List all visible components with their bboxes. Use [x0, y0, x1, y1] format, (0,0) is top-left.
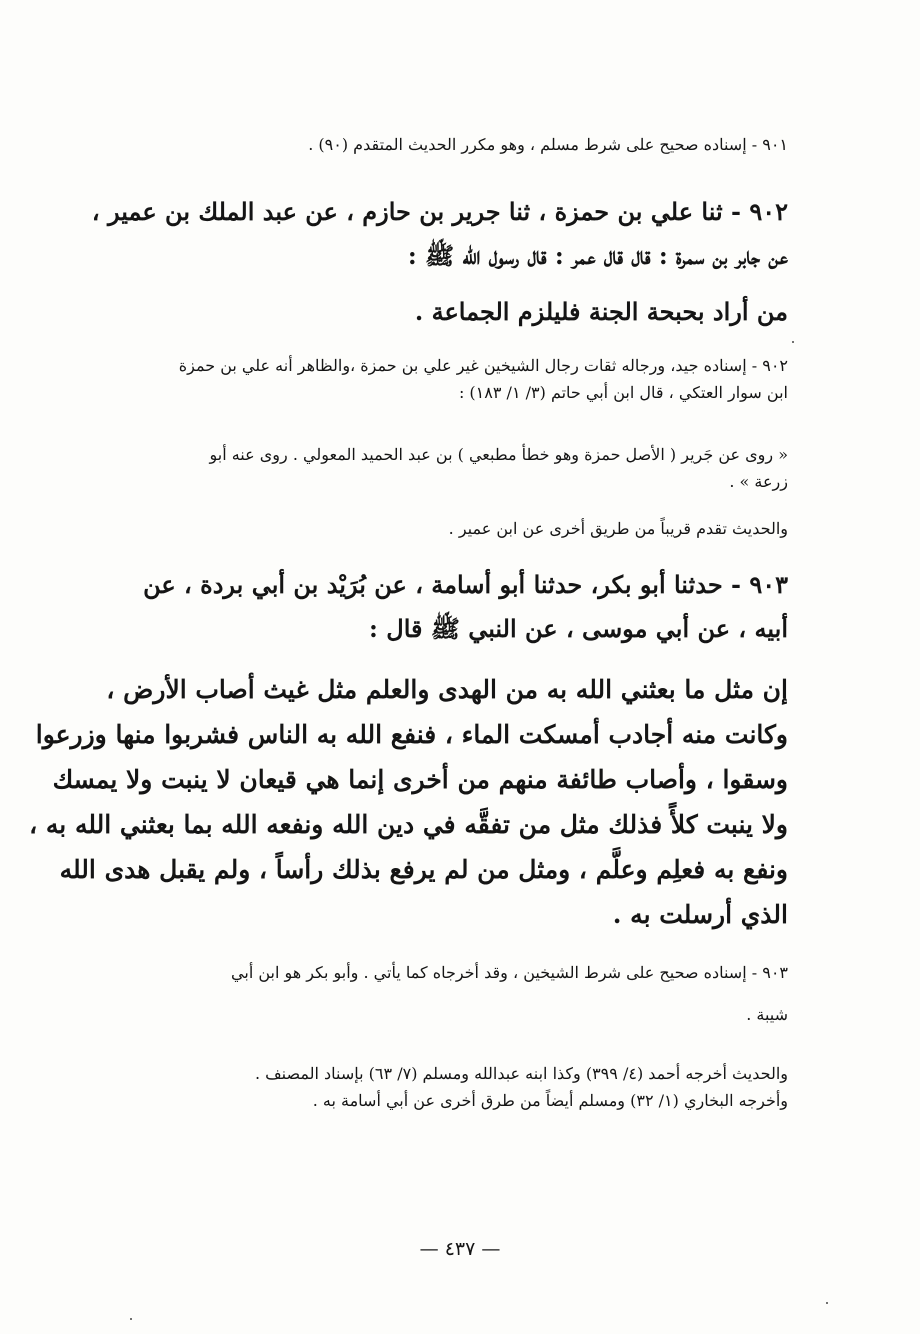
hadith-902-matn	[108, 290, 788, 334]
hadith-903-matn-line: ونفع به فعلِم وعلَّم ، ومثل من لم يرفع بذلك رأساً ، ولم يقبل هدى الله	[59, 855, 788, 884]
note-902-line: ابن سوار العتكي ، قال ابن أبي حاتم (٣/ ١/ ١٨٣) :	[458, 383, 788, 402]
note-903	[108, 952, 788, 1036]
hadith-903-matn-line: وكانت منه أجادب أمسكت الماء ، فنفع الله به الناس فشربوا منها وزرعوا	[35, 720, 788, 749]
note-901-line: ٩٠١ - إسناده صحيح على شرط مسلم ، وهو مكرر الحديث المتقدم (٩٠) .	[308, 135, 788, 154]
note-901	[108, 131, 788, 158]
note-902-line: ٩٠٢ - إسناده جيد، ورجاله ثقات رجال الشيخين غير علي بن حمزة ،والظاهر أنه علي بن حمزة	[178, 356, 788, 375]
hadith-903-matn-line: وسقوا ، وأصاب طائفة منهم من أخرى إنما هي قيعان لا ينبت ولا يمسك	[52, 765, 788, 794]
quote-902-line: « روى عن جَرير ( الأصل حمزة وهو خطأ مطبعي ) بن عبد الحميد المعولي . روى عنه أبو	[209, 445, 788, 464]
note-902-b	[108, 515, 788, 542]
hadith-903-matn-line: ولا ينبت كلأً فذلك مثل من تفقَّه في دين الله ونفعه الله بما بعثني الله به ،	[29, 810, 788, 839]
quote-902-line: زرعة » .	[729, 472, 788, 491]
note-902	[108, 352, 788, 406]
note-903-b-line: وأخرجه البخاري (١/ ٣٢) ومسلم أيضاً من طرق أخرى عن أبي أسامة به .	[312, 1091, 788, 1110]
note-903-b-line: والحديث أخرجه أحمد (٤/ ٣٩٩) وكذا ابنه عبدالله ومسلم (٧/ ٦٣) بإسناد المصنف .	[254, 1064, 788, 1083]
note-903-b	[108, 1060, 788, 1114]
hadith-903-matn-line: إن مثل ما بعثني الله به من الهدى والعلم مثل غيث أصاب الأرض ،	[106, 675, 788, 704]
hadith-902-isnad-line: عن جابر بن سمرة : قال قال عمر : قال رسول الله ﷺ :	[407, 241, 788, 270]
scan-speck	[792, 341, 794, 343]
note-903-line: شيبة .	[746, 1005, 788, 1024]
note-902-b-line: والحديث تقدم قريباً من طريق أخرى عن ابن عمير .	[448, 519, 788, 538]
hadith-903-matn-line: الذي أرسلت به .	[612, 900, 788, 929]
note-903-line: ٩٠٣ - إسناده صحيح على شرط الشيخين ، وقد أخرجاه كما يأتي . وأبو بكر هو ابن أبي	[231, 963, 788, 982]
quote-902	[108, 441, 788, 495]
hadith-902-matn-line: من أراد بحبحة الجنة فليلزم الجماعة .	[414, 297, 788, 326]
scan-speck	[826, 1302, 828, 1304]
page-number: — ٤٣٧ —	[419, 1238, 501, 1260]
hadith-902-isnad	[91, 190, 788, 278]
hadith-903-matn	[29, 667, 788, 937]
hadith-903-isnad-line: ٩٠٣ - حدثنا أبو بكر، حدثنا أبو أسامة ، عن بُرَيْد بن أبي بردة ، عن	[143, 570, 788, 599]
hadith-903-isnad-line: أبيه ، عن أبي موسى ، عن النبي ﷺ قال :	[369, 614, 788, 643]
scan-speck	[130, 1318, 132, 1320]
hadith-903-isnad	[108, 563, 788, 651]
hadith-902-isnad-line: ٩٠٢ - ثنا علي بن حمزة ، ثنا جرير بن حازم ، عن عبد الملك بن عمير ،	[91, 197, 788, 226]
